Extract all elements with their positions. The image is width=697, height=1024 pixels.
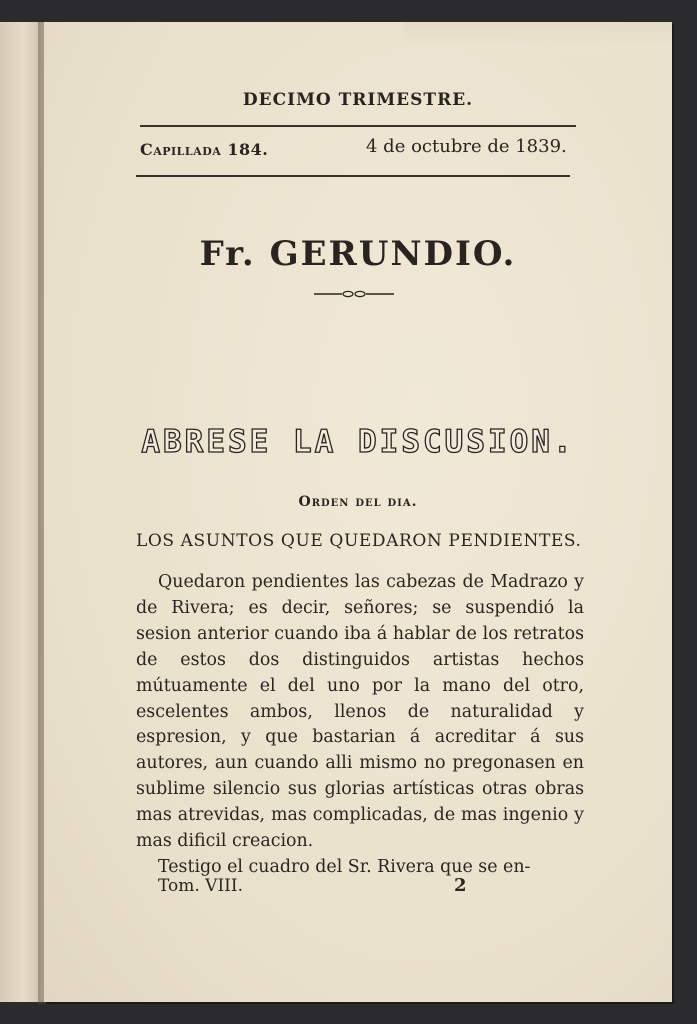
issue-date: 4 de octubre de 1839. bbox=[366, 136, 567, 157]
header-rule-bottom bbox=[136, 175, 570, 177]
signature-mark: 2 bbox=[454, 875, 467, 896]
issue-number: Capillada 184. bbox=[140, 140, 269, 159]
periodical-title: Fr. GERUNDIO. bbox=[199, 234, 517, 274]
section-subtitle: Orden del dia. bbox=[298, 494, 418, 510]
ornament-divider bbox=[314, 290, 394, 298]
header-rule-top bbox=[140, 125, 576, 127]
series-heading: DECIMO TRIMESTRE. bbox=[242, 90, 474, 110]
body-text bbox=[136, 570, 584, 881]
paragraph: Quedaron pendientes las cabezas de Madrazo y de Rivera; es decir, señores; se suspendió la sesion anterior cuando iba á hablar de los retratos de estos dos distinguidos artistas hechos mútuamente el del uno por la mano del otro, escelentes ambos, llenos de naturalidad y espresion, y que bastarian á acreditar á sus autores, aun cuando alli mismo no pregonasen en sublime silencio sus glorias artísticas otras obras mas atrevidas, mas complicadas, de mas ingenio y mas dificil creacion. bbox=[136, 572, 584, 852]
page-edge-wear bbox=[404, 22, 672, 50]
document-page bbox=[44, 22, 672, 1002]
paragraph: Testigo el cuadro del Sr. Rivera que se en- bbox=[158, 856, 531, 877]
topic-heading: LOS ASUNTOS QUE QUEDARON PENDIENTES. bbox=[136, 531, 582, 551]
section-title: ABRESE LA DISCUSION. bbox=[141, 424, 575, 460]
volume-marker: Tom. VIII. bbox=[158, 876, 244, 896]
